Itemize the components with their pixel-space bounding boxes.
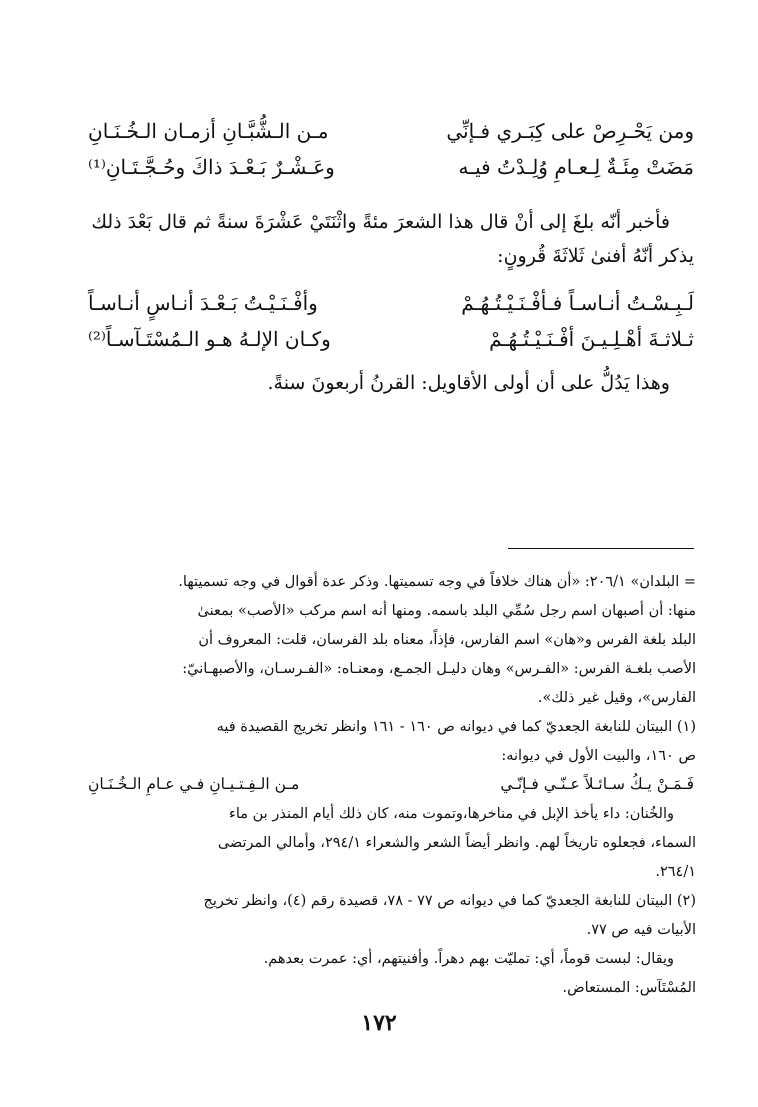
footnote-line: البلد بلغة الفرس و«هان» اسم الفارس، فإذاً، معناه بلد الفرسان، قلت: المعروف أن bbox=[198, 632, 696, 648]
footnote-line: الفارس»، وقيل غير ذلك». bbox=[537, 690, 696, 706]
footnote-1-line: ٢٦٤/١. bbox=[655, 864, 696, 880]
footnote-verse-second-hemistich: مـن الـفِـتـيـانِ فـي عـامِ الـخُـنَـانِ bbox=[88, 775, 300, 793]
verse-first-hemistich: لَـبِـسْـتُ أنـاسـاً فـأفْـنَـيْـتُـهُـمْ bbox=[461, 291, 694, 315]
footnote-1-line: (١) البيتان للنابغة الجعديّ كما في ديوانه ص ١٦٠ - ١٦١ وانظر تخريج القصيدة فيه bbox=[216, 719, 696, 735]
verse-line bbox=[88, 290, 694, 316]
verse-first-hemistich: ثـلاثـةَ أهْـلِـيـنَ أفْـنَـيْـتُـهُـمْ bbox=[489, 327, 694, 351]
body-paragraph-line: فأخبر أنّه بلغَ إلى أنْ قال هذا الشعرَ مئةً واثْنَتَيْ عَشْرَةَ سنةً ثم قال بَعْدَ ذلك bbox=[91, 211, 670, 233]
body-paragraph-line: وهذا يَدُلُّ على أن أولى الأقاويل: القرنُ أربعونَ سنةً. bbox=[267, 372, 670, 394]
footnote-verse bbox=[88, 771, 694, 797]
footnote-1-line: السماء، فجعلوه تاريخاً لهم. وانظر أيضاً الشعر والشعراء ٢٩٤/١، وأمالي المرتضى bbox=[217, 835, 696, 851]
verse-second-hemistich: وكـان الإلـهُ هـو الـمُسْتَـآسـاً⁽²⁾ bbox=[88, 327, 331, 351]
footnote-1-line: ص ١٦٠، والبيت الأول في ديوانه: bbox=[501, 748, 696, 764]
footnote-line: منها: أن أصبهان اسم رجل سُمِّي البلد باسمه. ومنها أنه اسم مركب «الأصب» بمعنىٰ bbox=[197, 603, 696, 619]
verse-second-hemistich: وعَـشْـرٌ بَـعْـدَ ذاكَ وحُـجَّـتَـانِ⁽¹⁾ bbox=[88, 155, 335, 179]
footnote-verse-first-hemistich: فَـمَـنْ يـكُ سـائـلاً عـنّـي فـإنّـي bbox=[500, 775, 694, 793]
footnote-2-line: الأبيات فيه ص ٧٧. bbox=[586, 922, 696, 938]
footnote-2-line: المُسْتَآس: المستعاض. bbox=[562, 980, 696, 996]
verse-first-hemistich: ومن يَحْـرِصْ على كِبَـري فـإنِّي bbox=[446, 119, 694, 143]
footnote-2-line: (٢) البيتان للنابغة الجعديّ كما في ديوانه ص ٧٧ - ٧٨، قصيدة رقم (٤)، وانظر تخريج bbox=[203, 893, 696, 909]
footnote-divider bbox=[508, 548, 694, 549]
body-paragraph-line: يذكر أنّهُ أفنىٰ ثَلاثَةَ قُرونٍ: bbox=[497, 245, 694, 267]
footnote-line: الأصب بلغـة الفرس: «الفـرس» وهان دليـل الجمـع، ومعنـاه: «الفـرسـان، والأصبهـانيّ: bbox=[182, 661, 696, 677]
page-number: ١٧٢ bbox=[361, 1010, 397, 1036]
footnote-1-line: والخُنان: داء يأخذ الإبل في مناخرها،وتموت منه، كان ذلك أيام المنذر بن ماء bbox=[229, 806, 674, 822]
footnote-line: = البلدان» ٢٠٦/١: «أن هناك خلافاً في وجه تسميتها. وذكر عدة أقوال في وجه تسميتها. bbox=[178, 574, 696, 590]
verse-line bbox=[88, 154, 694, 180]
verse-line bbox=[88, 326, 694, 352]
footnote-2-line: ويقال: لبست قوماً، أي: تمليّت بهم دهراً. وأفنيتهم، أي: عمرت بعدهم. bbox=[263, 951, 674, 967]
verse-second-hemistich: وأفْـنَـيْـتُ بَـعْـدَ أنـاسٍ أنـاسـاً bbox=[88, 291, 318, 315]
verse-first-hemistich: مَضَتْ مِئَـةٌ لِـعـامِ وُلِـدْتُ فيـه bbox=[458, 155, 694, 179]
verse-second-hemistich: مـن الـشُّبَّـانِ أزمـان الـخُـنَـانِ bbox=[88, 119, 329, 143]
verse-line bbox=[88, 118, 694, 144]
